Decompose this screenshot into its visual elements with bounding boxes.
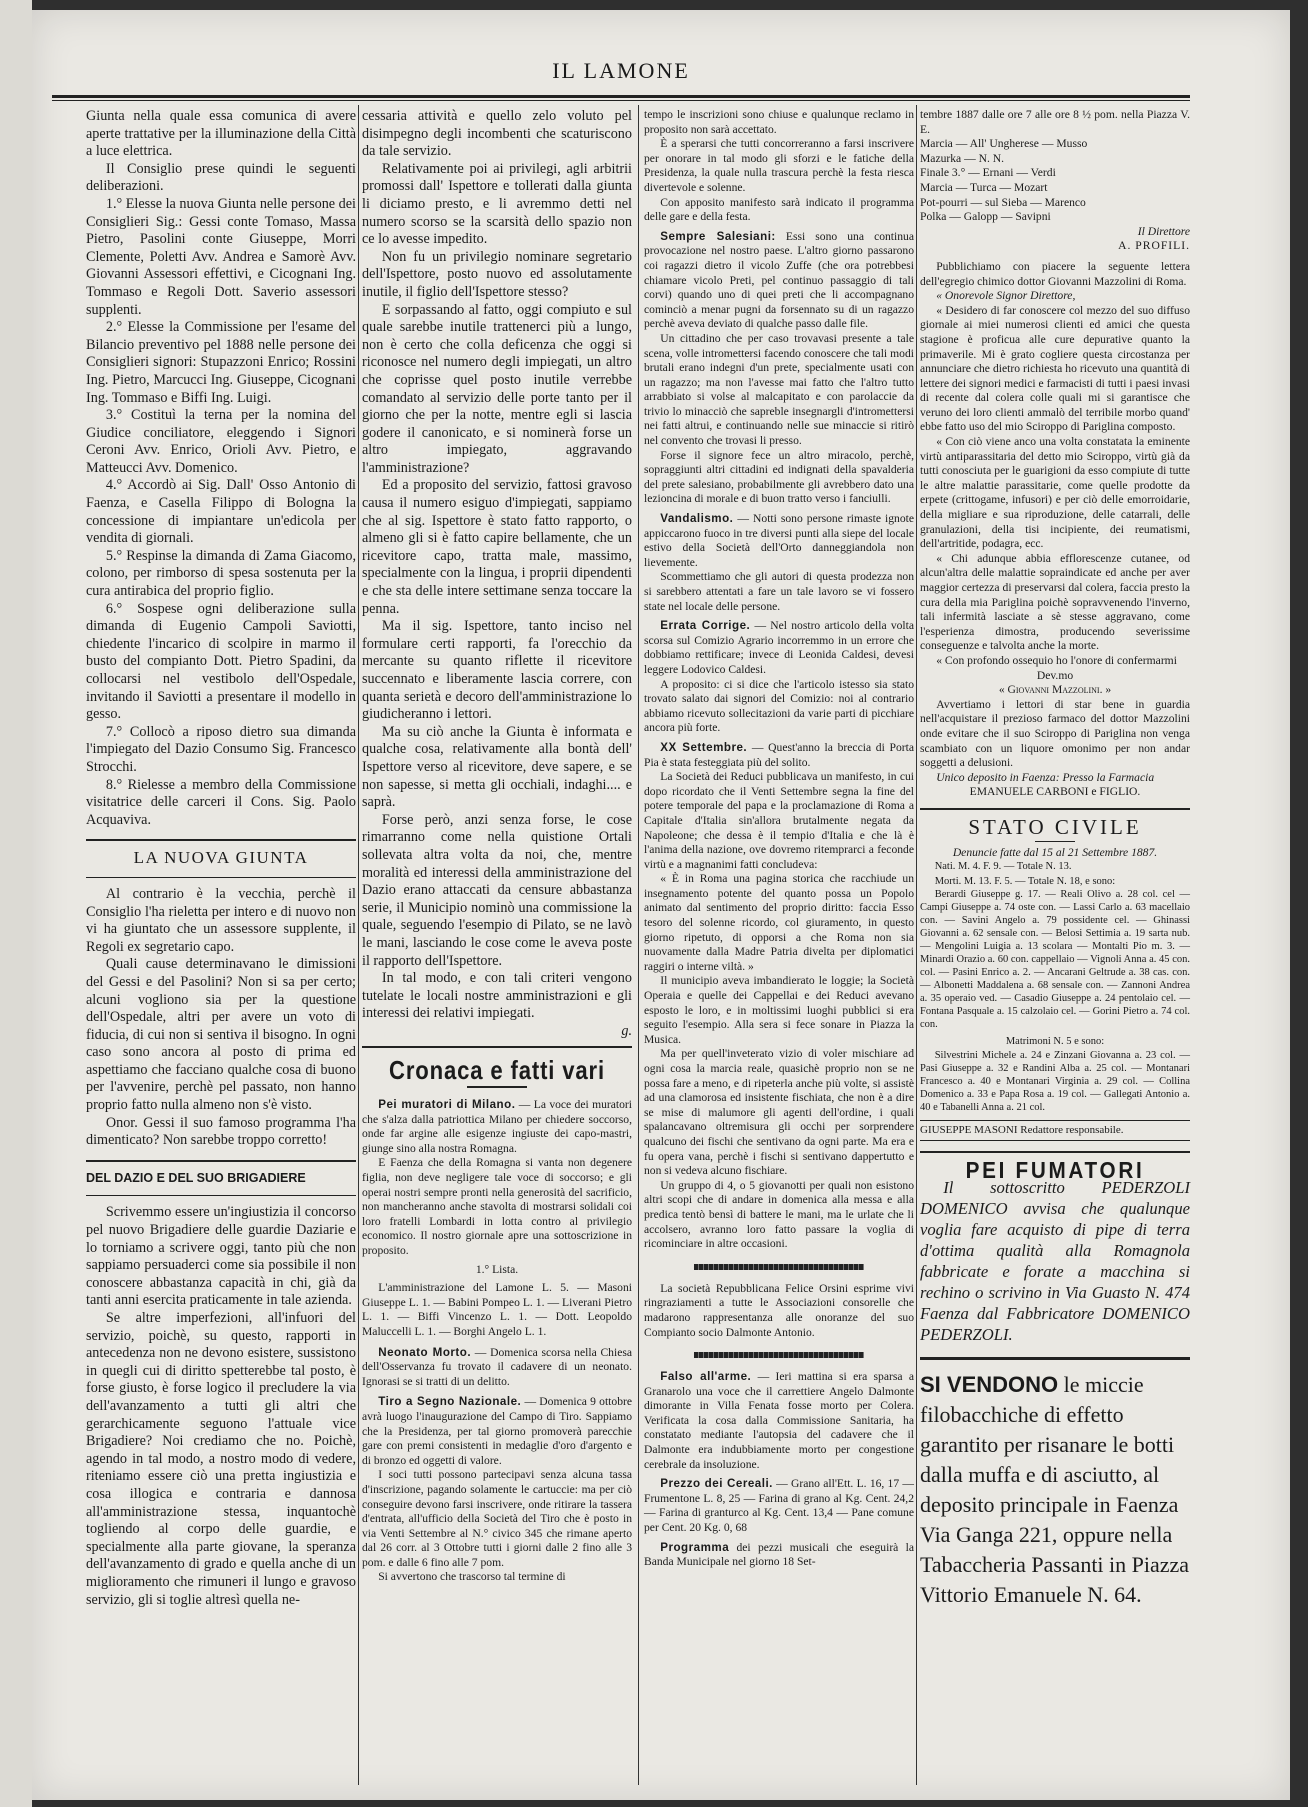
list-title: 1.° Lista. [475, 1262, 519, 1276]
paragraph: Un cittadino che per caso trovavasi presente a tale scena, volle intromettersi facendo conoscere che tali modi brutali erano indegni d'un prete, specialmente usati con un ragazzo; ma non l'avesse mai fatto che l'altro tutto arrabbiato si volse al malcapitato e con parolaccie da trivio lo minacciò che sapreble insegnargli d'intromettersi nei fatti altrui, e continuando nelle sue minaccie si ritirò nel convento che trovasi li presso. [644, 331, 914, 448]
paragraph: In tal modo, e con tali criteri vengono tutelate le locali nostre amministrazioni e gli interessi dei relativi impiegati. [362, 970, 632, 1022]
paragraph: È a sperarsi che tutti concorreranno a farsi inscrivere per onorare in tal modo gli sforzi e le fatiche della Presidenza, la quale nulla trascura perchè la festa riesca divertevole e solenne. [644, 137, 914, 194]
advert-title: PEI FUMATORI [965, 1156, 1145, 1183]
direttore-label: Il Direttore [1137, 224, 1190, 238]
item-heading: Tiro a Segno Nazionale. [378, 1395, 522, 1409]
title-underline [1035, 841, 1075, 842]
morti-list: Berardi Giuseppe g. 17. — Reali Olivo a. 28 col. cel — Campi Giuseppe a. 74 oste con. — Lassi Carlo a. 63 macellaio con. — Savini Angelo a. 79 possidente cel. — Ghinassi Giovanni a. 62 sensale con. — Belosi Settimia a. 19 sarta nub. — Mengolini Luigia a. 13 scolara — Montalti Pio m. 3. — Minardi Orazio a. 60 con. cappellaio — Vignoli Anna a. 45 con. col. — Pasini Enrico a. 2. — Ancarani Geltrude a. 38 cas. con. — Albonetti Maddalena a. 68 sensale con. — Zannoni Andrea a. 35 operaio ved. — Casadio Giuseppe a. 24 pentolaio cel. — Fontana Pasquale a. 15 calzolaio cel. — Gorini Pietro a. 74 col. con. [920, 888, 1190, 1030]
advert-text: Il sottoscritto PEDERZOLI DOMENICO avvisa che qualunque voglia fare acquisto di pipe di terra d'ottima qualità alla Romagnola fabbricate e forate a macchina si rechino o scrivino in Via Guasto N. 474 Faenza dal Fabbricatore DOMENICO PEDERZOLI. [920, 1178, 1190, 1345]
paragraph: Onor. Gessi il suo famoso programma l'ha dimenticato? Non sarebbe troppo corretto! [86, 1114, 356, 1149]
paragraph: Scommettiamo che gli autori di questa prodezza non si sarebbero attentati a fare un tale lavoro se vi fossero state nel locale delle persone. [644, 570, 914, 613]
paragraph: E Faenza che della Romagna si vanta non degenere figlia, non deve negligere tale voce di soccorso; e gli operai nostri sempre pronti nella generosità del sacrificio, non mancheranno anche stavolta di mostrarsi solidali coi loro fratelli Lombardi in lotta contro al privilegio economico. Il nostro giornale apre una sottoscrizione in proposito. [362, 1156, 632, 1257]
paragraph: 7.° Collocò a riposo dietro sua dimanda l'impiegato del Dazio Consumo Sig. Francesco Strocchi. [86, 723, 356, 775]
item-heading: XX Settembre. [660, 740, 748, 754]
program-item: Polka — Galopp — Savipni [920, 210, 1051, 224]
paragraph: Quali cause determinavano le dimissioni del Gessi e del Pasolini? Non si sa per certo; alcuni vogliono sia per la questione dell'Ospedale, altri per avere un voto di fiducia, di cui non si sentiva il bisogno. In ogni caso sono ancora al posto di prima ed aspettiamo che facciano qualche cosa di buono per l'avvenire, perchè pel passato, non hanno proprio fatto nulla almeno non s'è visto. [86, 956, 356, 1114]
salutation: « Onorevole Signor Direttore, [936, 289, 1076, 303]
paragraph: Pubblichiamo con piacere la seguente lettera dell'egregio chimico dottor Giovanni Mazzolini di Roma. [920, 259, 1190, 288]
item-heading: Sempre Salesiani: [660, 229, 776, 243]
ornamental-rule [694, 1264, 864, 1270]
paragraph: L'amministrazione del Lamone L. 5. — Masoni Giuseppe L. 1. — Babini Pompeo L. 1. — Liverani Pietro L. 1. — Biffi Vincenzo L. 1. — Dott. Leopoldo Maluccelli L. 1. — Borghi Angelo L. 1. [362, 1281, 632, 1338]
paragraph: Con apposito manifesto sarà indicato il programma delle gare e della festa. [644, 195, 914, 224]
deposito-line: Unico deposito in Faenza: Presso la Farmacia [936, 770, 1155, 784]
paragraph: « Con ciò viene anco una volta constatata la eminente virtù antiparassitaria del detto mio Sciroppo, virtù già da tutti conosciuta per le guarigioni da esso compiute di tutte le altre malattie parassitarie, come quelle prodotte da erpete (crittogame, infusori) e per ciò delle emorroidarie, della migliare e sua riproduzione, delle catarrali, delle granulazioni, della tisi incipiente, dei reumatismi, dell'artritide, podagra, ecc. [920, 435, 1190, 551]
paragraph: Ma su ciò anche la Giunta è informata e qualche cosa, relativamente alla bontà dell' Ispettore verso al ricevitore, deve sapere, e se non sapesse, si metta gli occhiali, indaghi.... e saprà. [362, 723, 632, 811]
column-3 [644, 108, 914, 1570]
column-1 [86, 108, 356, 1609]
title-underline [467, 1086, 527, 1088]
paragraph: Ed a proposito del servizio, fattosi gravoso causa il numero esiguo d'impiegati, sappiamo che al sig. Ispettore è stato fatto rapporto, o almeno gli si è fatto capire bellamente, che un ricevitore capo, tratta male, massimo, specialmente con la lingua, i proprii dipendenti e che sta delle intere settimane senza toccare la penna. [362, 477, 632, 617]
item-heading: Falso all'arme. [660, 1370, 752, 1384]
item-heading: Prezzo dei Cereali. [660, 1477, 773, 1491]
column-4 [920, 108, 1190, 1610]
paragraph: Se altre imperfezioni, all'infuori del servizio, poichè, su questo, rapporti in antecedenza non ne devono esistere, sussistono in quegli cui di diritto spetterebbe tal posto, è forse giusto, è forse logico il precludere la via dell'avanzamento a tutti gli altri che gerarchicamente seguono l'attuale vice Brigadiere? Noi crediamo che no. Poichè, agendo in tal modo, a nostro modo di vedere, riteniamo essere ciò una pretta ingiustizia e cosa illogica e contraria e dannosa all'amministrazione stessa, inquantochè togliendo al corpo delle guardie, e specialmente alla parte giovane, la speranza dell'avanzamento di grado e quella anche di un miglioramento che rimuneri il lungo e gravoso servizio, gli si toglie altresì quella ne- [86, 1310, 356, 1608]
paragraph: « È in Roma una pagina storica che racchiude un insegnamento potente del quanto possa un Popolo animato dal sentimento del proprio diritto: faccia Esso tesoro del solenne ricordo, col giuramento, in questo giorno ripetuto, di opporsi a che Roma non sia nuovamente dalla Madre Patria divelta per diplomatici raggiri o interne viltà. » [644, 872, 914, 973]
section-rule [362, 1046, 632, 1048]
item-text: — Notti sono persone rimaste ignote appiccarono fuoco in tre diversi punti alla siepe del locale estivo della Società dell'Orto danneggiandola non lievemente. [644, 512, 914, 569]
direttore-name: A. PROFILI. [1118, 239, 1190, 253]
redattore-line: GIUSEPPE MASONI Redattore responsabile. [920, 1124, 1124, 1137]
nati-line: Nati. M. 4. F. 9. — Totale N. 13. [934, 861, 1072, 873]
advert-si-vendono [920, 1357, 1190, 1610]
masthead-rule [52, 95, 1190, 98]
paragraph: « Chi adunque abbia efflorescenze cutanee, od alcun'altra delle malattie sopraindicate ed anche per aver maggior certezza di preservarsi dal colera, faccia presto la cura della mia Pariglina poichè sopravvenendo l'inverno, tali infermità lasciate a sè stesse aggravano, come l'esperienza dimostra, producendo severissime conseguenze e talvolta anche la morte. [920, 551, 1190, 653]
paragraph: Non fu un privilegio nominare segretario dell'Ispettore, posto nuovo ed assolutamente inutile, il figlio dell'Ispettore stesso? [362, 248, 632, 300]
farmacia-name: EMANUELE CARBONI e FIGLIO. [969, 785, 1141, 799]
paragraph: 4.° Accordò ai Sig. Dall' Osso Antonio di Faenza, e Casella Filippo di Bologna la concessione di impiantare un'edicola per vendita di giornali. [86, 477, 356, 547]
item-heading: Vandalismo. [660, 512, 734, 526]
paragraph: Forse però, anzi senza forse, le cose rimarranno come nella quistione Ortali sollevata altra volta da noi, che, mentre moralità ed interessi della amministrazione del Dazio erano attaccati da censure abbastanza serie, il Municipio nominò una commissione la quale, seguendo l'esempio di Pilato, se ne lavò le mani, lasciando le cose come le aveva poste il rapporto dell'Ispettore. [362, 811, 632, 969]
cronaca-title: Cronaca e fatti vari [389, 1055, 605, 1086]
paragraph: Ma per quell'inveterato vizio di voler mischiare ad ogni cosa la marcia reale, quasichè proprio non se ne possa fare a meno, e di ripeterla anche più volte, si assistè ad una clamorosa ed insistente fischiata, che non è a dire se mise di malumore gli agenti dell'ordine, i quali spalancavano oltremisura gli occhi per sorprendere qualcuno dei fischi che sentivano da ogni parte. Ma era e fu opera vana, perchè i fischi si sentivano dappertutto e non si vedeva alcuno fischiare. [644, 1047, 914, 1178]
section-header [86, 839, 356, 878]
masthead-rule-thin [52, 100, 1190, 101]
paragraph: Si avvertono che trascorso tal termine di [378, 1570, 566, 1584]
item-text: — La voce dei muratori che s'alza dalla patriottica Milano per chiedere soccorso, onde far argine alle esigenze ingiuste dei capo-mastri, giunge sino alla nostra Romagna. [362, 1098, 632, 1155]
item-heading: Programma [660, 1540, 730, 1554]
paragraph: Forse il signore fece un altro miracolo, perchè, sopraggiunti altri cittadini ed indignati della spavalderia del prete salesiano, probabilmente gli avrebbero dato una lezioncina di morale e di buon tratto verso i fanciulli. [644, 448, 914, 506]
matrimoni-list: Silvestrini Michele a. 24 e Zinzani Giovanna a. 23 col. — Pasi Giuseppe a. 32 e Randini Alba a. 25 col. — Montanari Francesco a. 40 e Montanari Virginia a. 29 col. — Collina Domenico a. 33 e Papa Rosa a. 19 col. — Gallegati Antonio a. 40 e Tabanelli Anna a. 21 col. [920, 1050, 1190, 1114]
item-text: — Quest'anno la breccia di Porta Pia è stata festeggiata più del solito. [644, 740, 914, 769]
section-header [86, 1160, 356, 1197]
paragraph: 3.° Costituì la terna per la nomina del Giudice conciliatore, eleggendo i Signori Ceroni Avv. Enrico, Orioli Avv. Pietro, e Matteucci Avv. Domenico. [86, 407, 356, 476]
item-text: — Domenica 9 ottobre avrà luogo l'inaugurazione del Campo di Tiro. Sappiamo che la Presidenza, per tal giorno promoverà parecchie gare con premi consistenti in medaglie d'oro d'argento e di bronzo ed oggetti di valore. [362, 1395, 633, 1467]
paragraph: tembre 1887 dalle ore 7 alle ore 8 ½ pom. nella Piazza V. E. [920, 108, 1190, 136]
item-text: Essi sono una continua provocazione nel nostro paese. L'altro giorno passarono coi ragazzi dietro il vicolo Zuffe (che ora potrebbesi chiamare vicolo Preti, pel continuo passaggio di tali corvi) quando uno di quei preti che li accompagnano cominciò a menar pugni da forsennato su di un ragazzo perchè aveva deviato di qualche passo dalle file. [644, 229, 914, 331]
paragraph: « Desidero di far conoscere col mezzo del suo diffuso giornale ai miei numerosi clienti ed amici che questa stagione è proficua alle cure depurative quanto la primaverile. Mi è grato cogliere questa circostanza per annunciare che dietro richiesta ho ricevuto una quantità di lettere dei signori medici e farmacisti di tutti i paesi invasi di recente dal colera colle quali mi si garantisce che veruno dei loro clienti ammalò del terribile morbo quand' ebbe fatto uso del mio Sciroppo di Pariglina composto. [920, 303, 1190, 434]
paragraph: tempo le inscrizioni sono chiuse e qualunque reclamo in proposito non sarà accettato. [644, 108, 914, 136]
paragraph: Relativamente poi ai privilegi, agli arbitrii promossi dall' Ispettore e tollerati dalla giunta li diciamo presto, e li avremmo detti nel numero scorso se la scarsità dello spazio non ce lo avesse impedito. [362, 160, 632, 248]
column-divider [638, 105, 639, 1785]
signature: g. [621, 1022, 632, 1039]
program-item: Finale 3.° — Ernani — Verdi [920, 166, 1056, 180]
column-divider [916, 105, 917, 1785]
paragraph: Il municipio aveva imbandierato le loggie; la Società Operaia e quelle dei Cappellai e dei Reduci avevano esposto le loro, e in moltissimi luoghi pubblici si era seguito l'esempio. Alla sera si fece sonare in Piazza la Musica. [644, 974, 914, 1046]
paragraph: E sorpassando al fatto, oggi compiuto e sul quale sarebbe inutile trattenerci più a lungo, non è certo che colla deficenza che oggi si riconosce nel numero degli impiegati, un altro che coprisse quel posto inutile verrebbe comandato al servizio delle porte tanto per il giorno che per la notte, mentre egli si lascia godere il canonicato, e si nominerà forse un altro impiegato, aggravando l'amministrazione? [362, 301, 632, 476]
masthead-title: IL LAMONE [552, 58, 690, 83]
paragraph: Ma il sig. Ispettore, tanto inciso nel formulare certi rapporti, fa l'orecchio da mercante su quanto riflette il ricevitore succennato e liberamente lascia correre, con quanta serietà e decoro dell'amministrazione lo giudicheranno i lettori. [362, 618, 632, 723]
paragraph: cessaria attività e quello zelo voluto pel disimpegno degli incombenti che scaturiscono da tale servizio. [362, 108, 632, 160]
program-item: Marcia — All' Ungherese — Musso [920, 137, 1088, 151]
paragraph: « Con profondo ossequio ho l'onore di confermarmi [936, 653, 1177, 667]
item-heading: Neonato Morto. [378, 1345, 472, 1359]
matrimoni-line: Matrimoni N. 5 e sono: [1005, 1035, 1105, 1047]
advert-title: SI VENDONO [920, 1372, 1059, 1398]
paragraph: La società Repubblicana Felice Orsini esprime vivi ringraziamenti a tutte le Associazioni consorelle che madarono rappresentanza alle onoranze del suo Compianto socio Dalmonte Antonio. [644, 1281, 914, 1339]
item-text: — Domenica scorsa nella Chiesa dell'Osservanza fu trovato il cadavere di un neonato. Ignorasi se si tratti di un delitto. [362, 1345, 632, 1388]
section-title-nuova-giunta: LA NUOVA GIUNTA [133, 848, 309, 868]
paragraph: Scrivemmo essere un'ingiustizia il concorso pel nuovo Brigadiere delle guardie Daziarie e lo torniamo a scrivere oggi, tanto più che non sappiamo persuaderci come sia possibile il non conoscere abbastanza capacità in chi, già da tanti anni esercita praticamente in tale azienda. [86, 1204, 356, 1309]
item-text: — Nel nostro articolo della volta scorsa sul Comizio Agrario incorremmo in un errore che dobbiamo rettificare; invece di Leonida Caldesi, devesi leggere Lodovico Caldesi. [644, 619, 914, 676]
morti-line: Morti. M. 13. F. 5. — Totale N. 18, e sono: [934, 875, 1116, 887]
item-heading: Pei muratori di Milano. [378, 1098, 516, 1112]
item-text: dei pezzi musicali che eseguirà la Banda Municipale nel giorno 18 Set- [644, 1540, 914, 1569]
program-item: Pot-pourri — sul Sieba — Marenco [920, 195, 1086, 209]
paragraph: I soci tutti possono partecipavi senza alcuna tassa d'inscrizione, pagando solamente le cartuccie: ma per ciò conseguire devono farsi inscrivere, onde ritirare la tassera d'entrata, all'ufficio della Società del Tiro che è posto in via Venti Settembre al N.° civico 345 che rimane aperto dal 26 corr. al 3 Ottobre tutti i giorni dalle 2 fino alle 3 pom. e dalle 6 fino alle 7 pom. [362, 1468, 632, 1569]
paragraph: La Società dei Reduci pubblicava un manifesto, in cui dopo ricordato che il Venti Settembre segna la fine del potere temporale del papa e la proclamazione di Roma a Capitale d'Italia sin'allora brutalmente negata da Napoleone; che dessa è il tempio d'Italia e che là è l'anima della nazione, ove dovremo ritemprarci a feconde virtù e a magnanimi fatti concludeva: [644, 770, 914, 871]
paragraph: Un gruppo di 4, o 5 giovanotti per quali non esistono altri scopi che di andare in domenica alla messa e alla predica tentò bensì di battere le mani, ma le urlate che li accolsero, avranno loro fatto passare la voglia di ricominciare in altre occasioni. [644, 1178, 914, 1251]
section-title-dazio: DEL DAZIO E DEL SUO BRIGADIERE [86, 1170, 306, 1185]
column-divider [358, 105, 359, 1785]
paragraph: 6.° Sospese ogni deliberazione sulla dimanda di Eugenio Campoli Saviotti, chiedente l'incarico di scolpire in marmo il busto del compianto Dott. Pietro Spadini, da collocarsi nel vestibolo dell'Ospedale, invitando il Saviotti a presentare il modello in gesso. [86, 600, 356, 723]
item-text: — Grano all'Ett. L. 16, 17 — Frumentone L. 8, 25 — Farina di grano al Kg. Cent. 24,2 — Farina di granturco al Kg. Cent. 13,4 — Pane comune per Cent. 20 Kg. 0, 68 [644, 1477, 915, 1535]
paragraph: 1.° Elesse la nuova Giunta nelle persone dei Consiglieri Sig.: Gessi conte Tomaso, Massa Pietro, Pasolini conte Giuseppe, Morri Clemente, Poletti Avv. Andrea e Samorè Avv. Giovanni Assessori effettivi, e Cicognani Ing. Tommaso e Regoli Dott. Saverio assessori supplenti. [86, 195, 356, 318]
paragraph: Il Consiglio prese quindi le seguenti deliberazioni. [86, 160, 356, 195]
advert-text: le miccie filobacchiche di effetto garantito per risanare le botti dalla muffa e di asciutto, al deposito principale in Faenza Via Ganga 221, oppure nella Tabaccheria Passanti in Piazza Vittorio Emanuele N. 64. [920, 1372, 1190, 1608]
column-2 [362, 108, 632, 1585]
program-item: Mazurka — N. N. [920, 151, 1005, 165]
paragraph: 2.° Elesse la Commissione per l'esame del Bilancio preventivo pel 1888 nelle persone dei Consiglieri signori: Stupazzoni Enrico; Rossini Ing. Pietro, Marcucci Ing. Giuseppe, Cicognani Ing. Tommaso e Biffi Ing. Luigi. [86, 319, 356, 406]
item-heading: Errata Corrige. [660, 619, 751, 633]
paragraph: 5.° Respinse la dimanda di Zama Giacomo, colono, per rimborso di spesa sostenuta per la cura antirabica del proprio figlio. [86, 547, 356, 600]
advert-pei-fumatori [920, 1151, 1190, 1346]
paragraph: A proposito: ci si dice che l'articolo istesso sia stato trovato salato dai signori del Comizio: noi al contrario abbiamo ricevuto sollecitazioni da varie parti di picchiare ancora più forte. [644, 677, 914, 735]
item-text: — Ieri mattina si era sparsa a Granarolo una voce che il carrettiere Angelo Dalmonte dimorante in Villa Fenata fosse morto per Colera. Verificata la cosa dalla Commissione Sanitaria, ha constatato mediante l'autopsia del cadavere che il Dalmonte era indubbiamente morto per congestione cerebrale da insoluzione. [644, 1370, 914, 1471]
denuncie-line: Denuncie fatte dal 15 al 21 Settembre 1887. [952, 845, 1158, 859]
paragraph: Al contrario è la vecchia, perchè il Consiglio l'ha rieletta per intero e di nuovo non vi ha giuntato che un assessore supplente, il Regoli ex segretario capo. [86, 885, 356, 955]
ornamental-rule [694, 1352, 864, 1358]
letter-signature: « Giovanni Mazzolini. » [998, 683, 1112, 697]
closing: Dev.mo [1036, 668, 1074, 682]
adjacent-page-edge [0, 0, 32, 1807]
stato-civile-title: STATO CIVILE [968, 814, 1142, 839]
paragraph: 8.° Rielesse a membro della Commissione visitatrice delle carceri il Cons. Sig. Paolo Acquaviva. [86, 776, 356, 828]
paragraph: Avvertiamo i lettori di star bene in guardia nell'acquistare il prezioso farmaco del dottor Mazzolini onde evitare che il suo Sciroppo di Pariglina non venga scambiato con un liquore omonimo per non andar soggetti a delusioni. [920, 697, 1190, 770]
paragraph: Giunta nella quale essa comunica di avere aperte trattative per la illuminazione della Città a luce elettrica. [86, 108, 356, 160]
program-item: Marcia — Turca — Mozart [920, 180, 1048, 194]
